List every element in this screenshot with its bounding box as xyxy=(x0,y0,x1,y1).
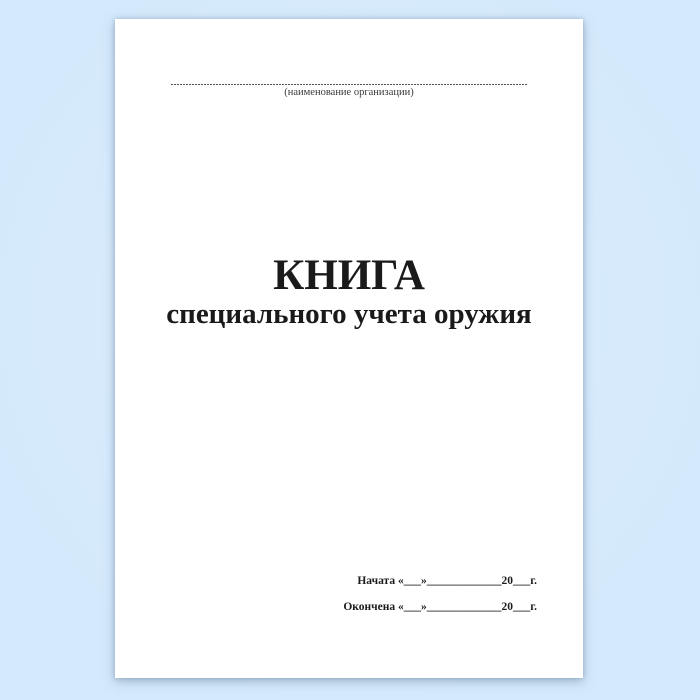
organization-block xyxy=(115,84,583,100)
organization-fill-line xyxy=(171,84,527,85)
book-title: КНИГА xyxy=(273,252,425,299)
organization-caption: (наименование организации) xyxy=(284,87,414,98)
dates-block xyxy=(343,575,537,615)
book-subtitle: специального учета оружия xyxy=(166,298,532,330)
document-cover-page xyxy=(115,19,583,678)
date-started-row: Начата «___»_____________20___г. xyxy=(357,575,537,587)
date-finished-row: Окончена «___»_____________20___г. xyxy=(343,600,537,613)
